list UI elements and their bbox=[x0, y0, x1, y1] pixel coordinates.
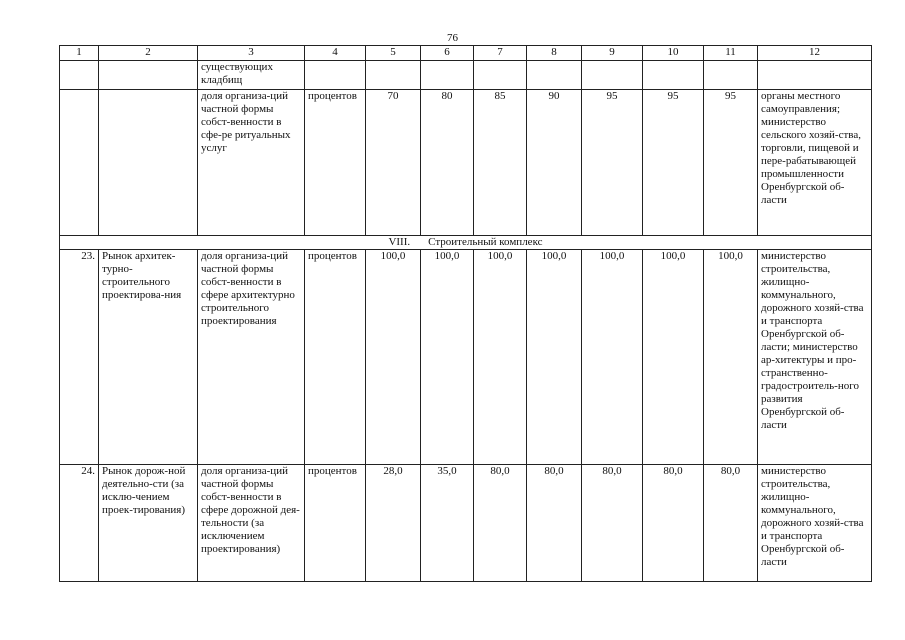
responsible-body: министерство строительства, жилищно-коммунального, дорожного хозяй-ства и транспорта Оренбургской об-ласти; министерство ар-хитектуры и про-странственно-градостроитель-ного развития Оренбургской об-ласти bbox=[758, 250, 872, 465]
value-cell: 100,0 bbox=[366, 250, 421, 465]
value-cell: 80,0 bbox=[704, 465, 758, 582]
value-cell: 70 bbox=[366, 90, 421, 236]
table-row bbox=[60, 250, 872, 465]
indicator-name: доля организа-ций частной формы собст-венности в сфере архитектурно строительного проектирования bbox=[198, 250, 305, 465]
value-cell bbox=[527, 61, 582, 90]
value-cell: 80,0 bbox=[527, 465, 582, 582]
market-name bbox=[99, 61, 198, 90]
market-name bbox=[99, 90, 198, 236]
value-cell bbox=[366, 61, 421, 90]
col-header: 6 bbox=[421, 46, 474, 61]
value-cell: 95 bbox=[704, 90, 758, 236]
section-number: VIII. bbox=[388, 236, 411, 248]
value-cell: 100,0 bbox=[474, 250, 527, 465]
col-header: 1 bbox=[60, 46, 99, 61]
value-cell: 80,0 bbox=[582, 465, 643, 582]
responsible-body bbox=[758, 61, 872, 90]
responsible-body: министерство строительства, жилищно-коммунального, дорожного хозяй-ства и транспорта Оренбургской об-ласти bbox=[758, 465, 872, 582]
header-row bbox=[60, 46, 872, 61]
section-title: Строительный комплекс bbox=[428, 236, 543, 248]
value-cell: 35,0 bbox=[421, 465, 474, 582]
indicator-name: доля организа-ций частной формы собст-венности в сфере дорожной дея-тельности (за исключением проектирования) bbox=[198, 465, 305, 582]
col-header: 3 bbox=[198, 46, 305, 61]
row-number bbox=[60, 61, 99, 90]
market-name: Рынок архитек-турно-строительного проектирова-ния bbox=[99, 250, 198, 465]
unit bbox=[305, 61, 366, 90]
value-cell: 80,0 bbox=[474, 465, 527, 582]
unit: процентов bbox=[305, 250, 366, 465]
col-header: 12 bbox=[758, 46, 872, 61]
indicator-name: существующих кладбищ bbox=[198, 61, 305, 90]
value-cell: 100,0 bbox=[527, 250, 582, 465]
col-header: 7 bbox=[474, 46, 527, 61]
value-cell bbox=[474, 61, 527, 90]
col-header: 5 bbox=[366, 46, 421, 61]
table-row bbox=[60, 90, 872, 236]
col-header: 10 bbox=[643, 46, 704, 61]
unit: процентов bbox=[305, 465, 366, 582]
value-cell: 100,0 bbox=[582, 250, 643, 465]
col-header: 9 bbox=[582, 46, 643, 61]
indicators-table bbox=[59, 45, 872, 582]
value-cell: 100,0 bbox=[704, 250, 758, 465]
section-row bbox=[60, 236, 872, 250]
value-cell bbox=[704, 61, 758, 90]
value-cell: 90 bbox=[527, 90, 582, 236]
value-cell: 100,0 bbox=[643, 250, 704, 465]
value-cell bbox=[421, 61, 474, 90]
indicator-name: доля организа-ций частной формы собст-венности в сфе-ре ритуальных услуг bbox=[198, 90, 305, 236]
value-cell bbox=[582, 61, 643, 90]
col-header: 11 bbox=[704, 46, 758, 61]
col-header: 2 bbox=[99, 46, 198, 61]
value-cell: 85 bbox=[474, 90, 527, 236]
value-cell: 80 bbox=[421, 90, 474, 236]
value-cell: 80,0 bbox=[643, 465, 704, 582]
value-cell bbox=[643, 61, 704, 90]
page-number: 76 bbox=[447, 32, 458, 44]
unit: процентов bbox=[305, 90, 366, 236]
value-cell: 95 bbox=[643, 90, 704, 236]
col-header: 8 bbox=[527, 46, 582, 61]
value-cell: 100,0 bbox=[421, 250, 474, 465]
row-number: 24. bbox=[60, 465, 99, 582]
section-heading bbox=[60, 236, 872, 250]
responsible-body: органы местного самоуправления; министерство сельского хозяй-ства, торговли, пищевой и пере-рабатывающей промышленности Оренбургской об-ласти bbox=[758, 90, 872, 236]
table-row bbox=[60, 61, 872, 90]
row-number: 23. bbox=[60, 250, 99, 465]
col-header: 4 bbox=[305, 46, 366, 61]
value-cell: 95 bbox=[582, 90, 643, 236]
market-name: Рынок дорож-ной деятельно-сти (за исклю-чением проек-тирования) bbox=[99, 465, 198, 582]
value-cell: 28,0 bbox=[366, 465, 421, 582]
table-row bbox=[60, 465, 872, 582]
row-number bbox=[60, 90, 99, 236]
